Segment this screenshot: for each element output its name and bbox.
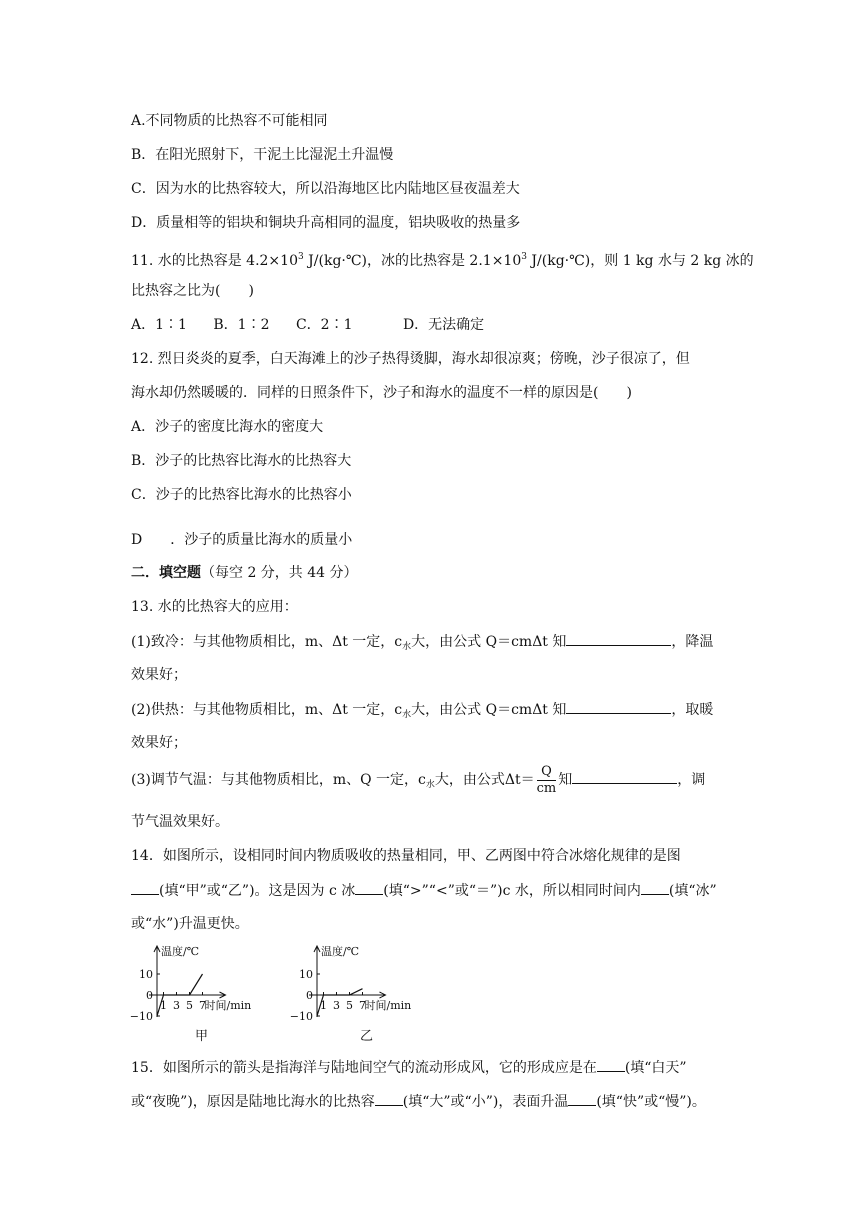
q12-stem-line1: 12. 烈日炎炎的夏季，白天海滩上的沙子热得烫脚，海水却很凉爽；傍晚，沙子很凉了，但 (131, 351, 690, 367)
x-tick-label: 7 (359, 999, 366, 1012)
q10-option-c: C．因为水的比热容较大，所以沿海地区比内陆地区昼夜温差大 (131, 181, 520, 197)
y-tick-label: −10 (289, 1010, 313, 1023)
q12-option-d: D ．沙子的质量比海水的质量小 (131, 532, 353, 548)
temperature-graph-jia (125, 943, 265, 1023)
q14-stem-line1: 14．如图所示，设相同时间内物质吸收的热量相同，甲、乙两图中符合冰熔化规律的是图 (131, 848, 681, 864)
answer-blank[interactable] (566, 631, 671, 646)
x-tick-label: 3 (333, 999, 340, 1012)
x-tick-label: 3 (173, 999, 180, 1012)
x-tick-label: 1 (160, 999, 167, 1012)
q15-stem-line1: 15．如图所示的箭头是指海洋与陆地间空气的流动形成风，它的形成应是在 (填“白天” (131, 1057, 687, 1078)
x-tick-label: 7 (199, 999, 206, 1012)
y-tick-label: 10 (139, 968, 153, 981)
section-heading: 二．填空题（每空 2 分，共 44 分） (131, 565, 358, 581)
answer-blank[interactable] (572, 769, 677, 784)
q10-option-d: D．质量相等的铝块和铜块升高相同的温度，铝块吸收的热量多 (131, 215, 521, 231)
answer-blank[interactable] (597, 1057, 625, 1072)
q11-stem-line2: 比热容之比为( ) (131, 283, 254, 299)
answer-blank[interactable] (375, 1091, 403, 1106)
answer-blank[interactable] (641, 880, 669, 895)
q11-option-a: A．1∶1 (131, 317, 187, 333)
q12-option-a: A．沙子的密度比海水的密度大 (131, 419, 324, 435)
y-axis-label: 温度/℃ (321, 945, 360, 958)
answer-blank[interactable] (566, 699, 671, 714)
y-axis-label: 温度/℃ (161, 945, 200, 958)
q11-option-b: B．1∶2 (213, 317, 270, 333)
q12-option-c: C．沙子的比热容比海水的比热容小 (131, 487, 352, 503)
graph-caption-jia: 甲 (195, 1029, 209, 1044)
q11-options (131, 315, 484, 335)
answer-blank[interactable] (568, 1091, 596, 1106)
q12-stem-line2: 海水却仍然暖暖的．同样的日照条件下，沙子和海水的温度不一样的原因是( ) (131, 385, 632, 401)
q11-option-c: C．2∶1 (295, 317, 353, 333)
x-tick-label: 1 (320, 999, 327, 1012)
y-tick-label: 10 (299, 968, 313, 981)
formula-fraction: $\frac{Q}{cm}$ (536, 763, 557, 796)
q13-part3-line1: (3)调节气温：与其他物质相比，m、Q 一定，$c_水$大，由公式Δt＝ $\frac{Q}{cm}$ 知 ，调 (131, 763, 706, 796)
q13-stem: 13. 水的比热容大的应用： (131, 599, 298, 615)
q11-stem-line1: 11. 水的比热容是 $4.2\times 10^3$ J/(kg·℃)，冰的比热容是 $2.1\times 10^3$ J/(kg·℃)，则 1 kg 水与 2 kg 冰的 (131, 252, 754, 269)
answer-blank[interactable] (131, 880, 159, 895)
q13-part2-line2: 效果好； (131, 735, 187, 751)
x-tick-label: 5 (346, 999, 353, 1012)
temperature-graph-yi (285, 943, 445, 1023)
q10-option-b: B．在阳光照射下，干泥土比湿泥土升温慢 (131, 147, 394, 163)
answer-blank[interactable] (355, 880, 383, 895)
y-tick-label: 0 (146, 989, 153, 1002)
q13-part1-line2: 效果好； (131, 667, 187, 683)
y-tick-label: −10 (129, 1010, 153, 1023)
q13-part1-line1: (1)致冷：与其他物质相比，m、Δt 一定，$c_水$大，由公式 Q＝cmΔt 知 ，降温 (131, 631, 713, 657)
y-tick-label: 0 (306, 989, 313, 1002)
x-axis-label: 时间/min (204, 999, 252, 1012)
x-tick-label: 5 (186, 999, 193, 1012)
q13-part2-line1: (2)供热：与其他物质相比，m、Δt 一定，$c_水$大，由公式 Q＝cmΔt 知 ，取暖 (131, 699, 713, 725)
x-axis-label: 时间/min (364, 999, 412, 1012)
q12-option-b: B．沙子的比热容比海水的比热容大 (131, 453, 352, 469)
q11-option-d: D．无法确定 (402, 317, 485, 333)
q14-stem-line3: 或“水”)升温更快。 (131, 916, 249, 932)
graph-caption-yi: 乙 (360, 1029, 374, 1044)
q14-stem-line2: (填“甲”或“乙”)。这是因为 c 冰 (填“>”“<”或“＝”)c 水，所以相同时间内 (填“冰” (131, 880, 717, 901)
q15-stem-line2: 或“夜晚”)，原因是陆地比海水的比热容 (填“大”或“小”)，表面升温 (填“快”或“慢”)。 (131, 1091, 706, 1112)
q13-part3-line2: 节气温效果好。 (131, 814, 229, 830)
q10-option-a: A.不同物质的比热容不可能相同 (131, 113, 328, 129)
